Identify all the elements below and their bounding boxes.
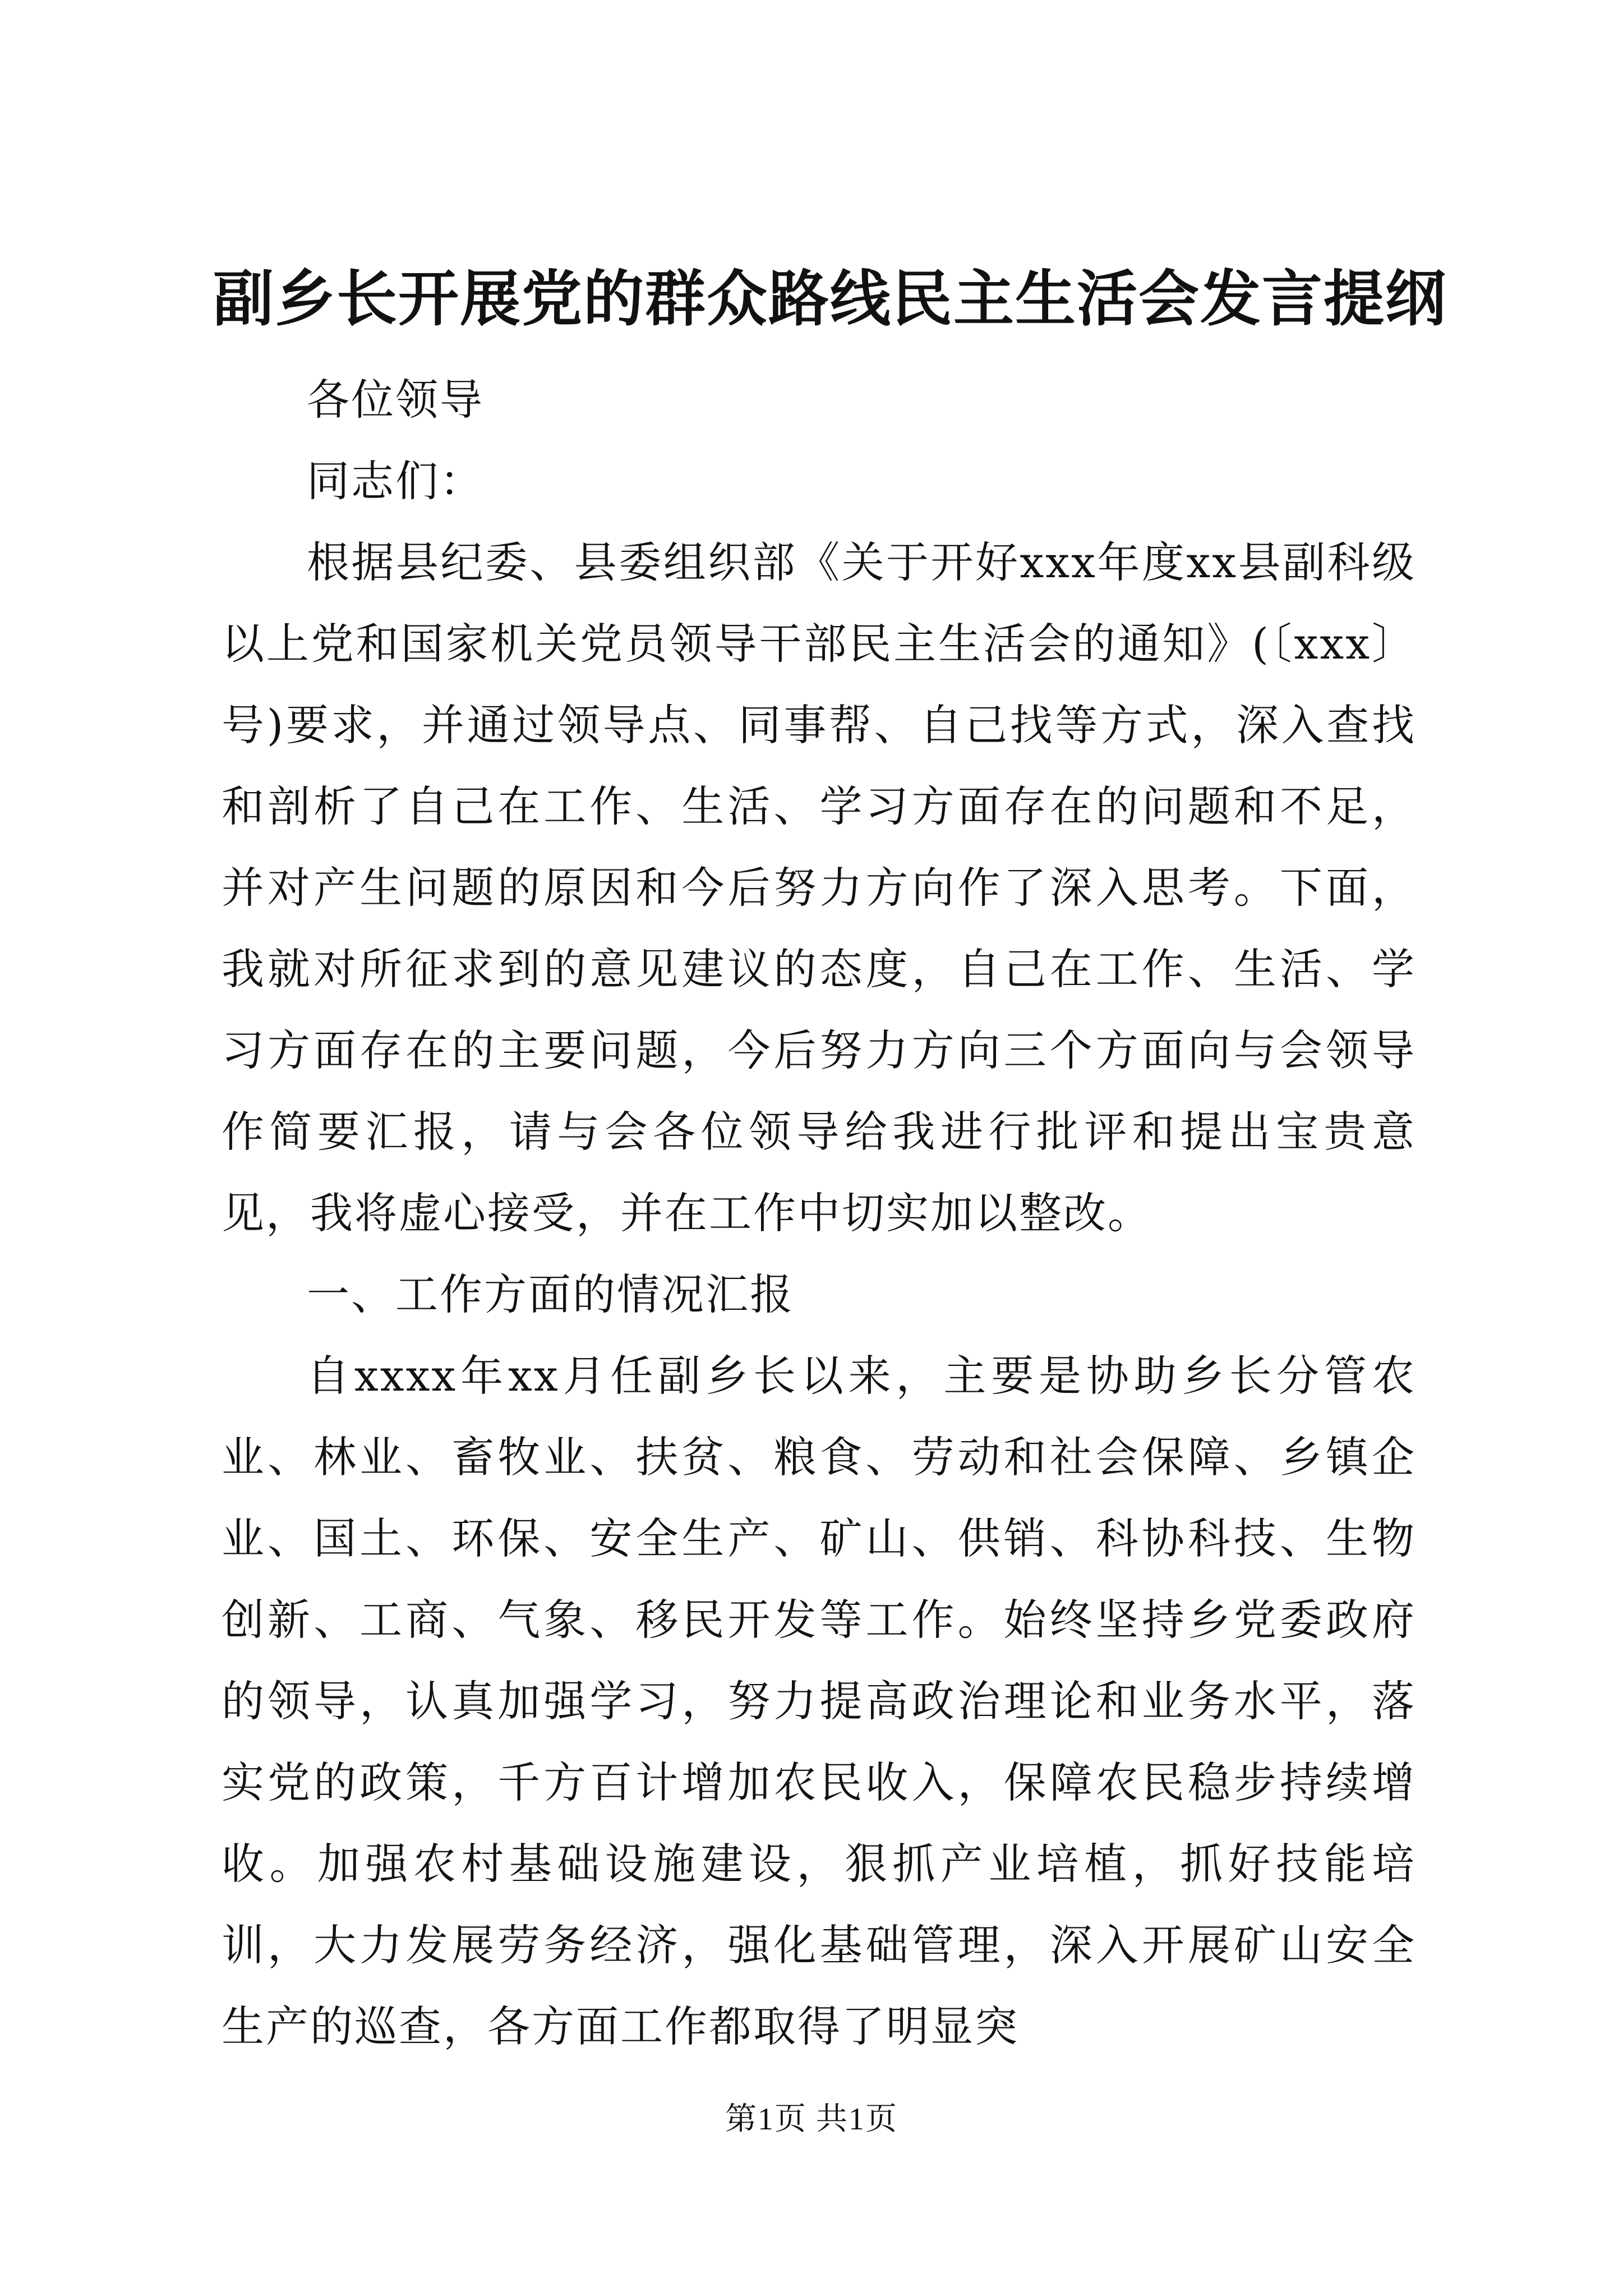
document-title: 副乡长开展党的群众路线民主生活会发言提纲 (213, 264, 1447, 334)
salutation-comrades: 同志们： (307, 456, 484, 506)
intro-paragraph: 根据县纪委、县委组织部《关于开好xxx年度xx县副科级以上党和国家机关党员领导干部民主生活会的通知》(〔xxx〕号)要求，并通过领导点、同事帮、自己找等方式，深入查找和剖析了自己在工作、生活、学习方面存在的问题和不足，并对产生问题的原因和今后努力方向作了深入思考。下面，我就对所征求到的意见建议的态度，自己在工作、生活、学习方面存在的主要问题，今后努力方向三个方面向与会领导作简要汇报，请与会各位领导给我进行批评和提出宝贵意见，我将虚心接受，并在工作中切实加以整改。 (222, 537, 1416, 1238)
page-number-footer: 第1页 共1页 (725, 2102, 898, 2137)
salutation-leaders: 各位领导 (307, 375, 484, 425)
document-body (222, 359, 1416, 2067)
work-paragraph: 自xxxx年xx月任副乡长以来，主要是协助乡长分管农业、林业、畜牧业、扶贫、粮食、劳动和社会保障、乡镇企业、国土、环保、安全生产、矿山、供销、科协科技、生物创新、工商、气象、移民开发等工作。始终坚持乡党委政府的领导，认真加强学习，努力提高政治理论和业务水平，落实党的政策，千方百计增加农民收入，保障农民稳步持续增收。加强农村基础设施建设，狠抓产业培植，抓好技能培训，大力发展劳务经济，强化基础管理，深入开展矿山安全生产的巡查，各方面工作都取得了明显突 (222, 1351, 1416, 2051)
section-heading-work: 一、工作方面的情况汇报 (307, 1269, 794, 1319)
